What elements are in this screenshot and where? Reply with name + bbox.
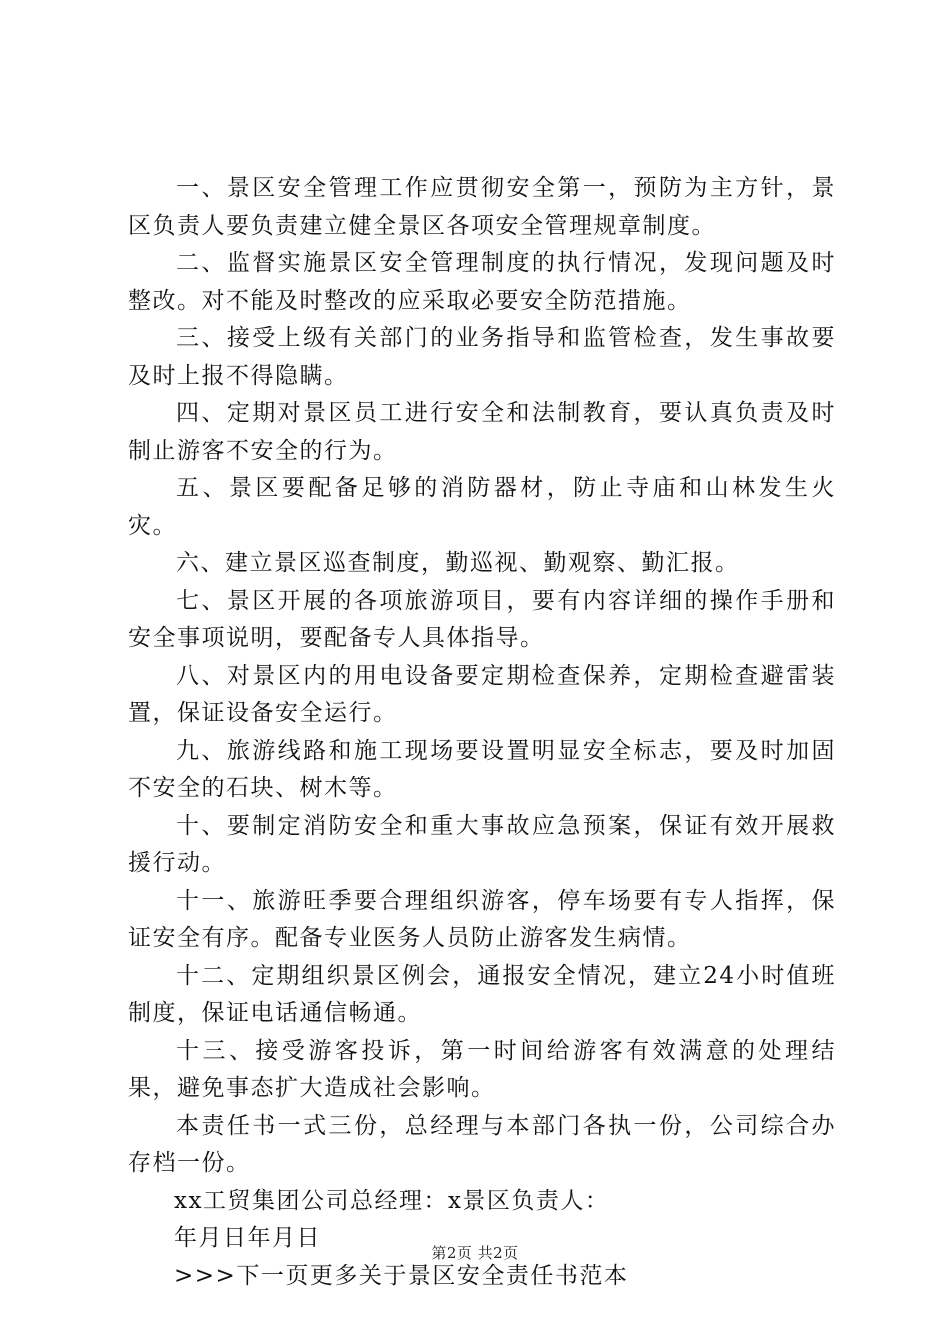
- page-indicator: 第2页 共2页: [431, 1244, 519, 1262]
- paragraph-1: 一、景区安全管理工作应贯彻安全第一，预防为主方针，景区负责人要负责建立健全景区各项安全管理规章制度。: [128, 175, 836, 239]
- paragraph-14: 本责任书一式三份，总经理与本部门各执一份，公司综合办存档一份。: [128, 1112, 836, 1176]
- paragraph-2: 二、监督实施景区安全管理制度的执行情况，发现问题及时整改。对不能及时整改的应采取必要安全防范措施。: [128, 250, 836, 314]
- paragraph-3: 三、接受上级有关部门的业务指导和监管检查，发生事故要及时上报不得隐瞒。: [128, 325, 836, 389]
- paragraph-5: 五、景区要配备足够的消防器材，防止寺庙和山林发生火灾。: [128, 475, 836, 539]
- document-body: [128, 170, 836, 1295]
- paragraph-10: 十、要制定消防安全和重大事故应急预案，保证有效开展救援行动。: [128, 812, 836, 876]
- paragraph-6: 六、建立景区巡查制度，勤巡视、勤观察、勤汇报。: [176, 550, 740, 576]
- paragraph-9: 九、旅游线路和施工现场要设置明显安全标志，要及时加固不安全的石块、树木等。: [128, 737, 836, 801]
- paragraph-12: 十二、定期组织景区例会，通报安全情况，建立24小时值班制度，保证电话通信畅通。: [128, 962, 836, 1026]
- paragraph-11: 十一、旅游旺季要合理组织游客，停车场要有专人指挥，保证安全有序。配备专业医务人员防止游客发生病情。: [128, 887, 836, 951]
- paragraph-7: 七、景区开展的各项旅游项目，要有内容详细的操作手册和安全事项说明，要配备专人具体指导。: [128, 587, 836, 651]
- paragraph-8: 八、对景区内的用电设备要定期检查保养，定期检查避雷装置，保证设备安全运行。: [128, 662, 836, 726]
- signature-line: xx工贸集团公司总经理：x景区负责人：: [174, 1187, 610, 1214]
- paragraph-13: 十三、接受游客投诉，第一时间给游客有效满意的处理结果，避免事态扩大造成社会影响。: [128, 1037, 836, 1101]
- next-page-link[interactable]: >>>下一页更多关于景区安全责任书范本: [174, 1262, 629, 1289]
- date-line: 年月日年月日: [174, 1225, 321, 1251]
- paragraph-4: 四、定期对景区员工进行安全和法制教育，要认真负责及时制止游客不安全的行为。: [128, 400, 836, 464]
